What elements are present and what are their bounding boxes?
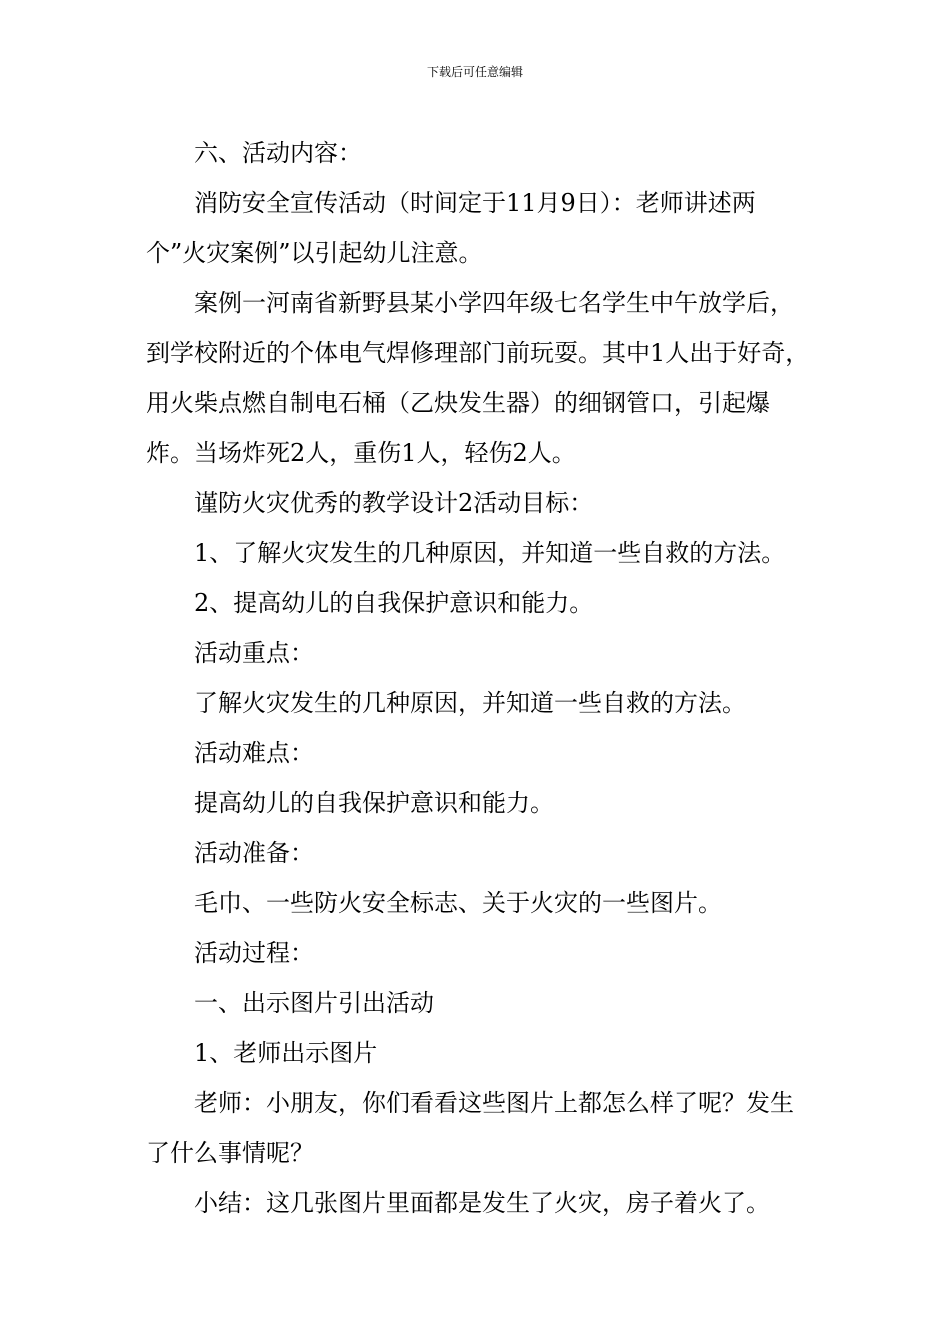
page-header: 下载后可任意编辑 bbox=[426, 65, 523, 79]
paragraph: 提高幼儿的自我保护意识和能力。 bbox=[194, 789, 554, 817]
paragraph: 毛巾、一些防火安全标志、关于火灾的一些图片。 bbox=[194, 889, 722, 917]
paragraph: 案例一河南省新野县某小学四年级七名学生中午放学后，到学校附近的个体电气焊修理部门前玩耍。其中1人出于好奇，用火柴点燃自制电石桶（乙炔发生器）的细钢管口，引起爆炸。当场炸死2人，重伤1人，轻伤2人。 bbox=[146, 289, 810, 467]
paragraph: 消防安全宣传活动（时间定于11月9日）：老师讲述两个”火灾案例”以引起幼儿注意。 bbox=[146, 189, 756, 267]
paragraph: 老师：小朋友，你们看看这些图片上都怎么样了呢？发生了什么事情呢？ bbox=[146, 1089, 794, 1167]
document-body bbox=[146, 128, 810, 1228]
paragraph: 六、活动内容： bbox=[194, 139, 362, 167]
paragraph: 小结：这几张图片里面都是发生了火灾，房子着火了。 bbox=[194, 1189, 770, 1217]
paragraph: 1、了解火灾发生的几种原因，并知道一些自救的方法。 bbox=[194, 539, 786, 567]
section-heading: 活动过程： bbox=[194, 939, 314, 967]
paragraph: 1、老师出示图片 bbox=[194, 1039, 378, 1067]
paragraph: 了解火灾发生的几种原因，并知道一些自救的方法。 bbox=[194, 689, 746, 717]
paragraph: 2、提高幼儿的自我保护意识和能力。 bbox=[194, 589, 594, 617]
section-heading: 活动准备： bbox=[194, 839, 314, 867]
section-heading: 活动重点： bbox=[194, 639, 314, 667]
paragraph: 一、出示图片引出活动 bbox=[194, 989, 434, 1017]
paragraph: 谨防火灾优秀的教学设计2活动目标： bbox=[194, 489, 594, 517]
section-heading: 活动难点： bbox=[194, 739, 314, 767]
